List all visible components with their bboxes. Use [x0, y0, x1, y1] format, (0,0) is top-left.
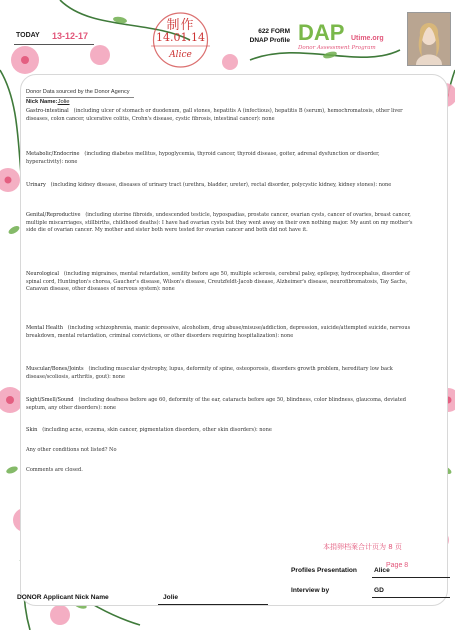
- interview-by-label: Interview by: [291, 587, 330, 594]
- form-title-line2: DNAP Profile: [249, 37, 290, 44]
- section-metabolic: [26, 151, 418, 166]
- nick-name-row: [26, 99, 70, 105]
- section-heading: Metabolic/Endocrine: [26, 151, 80, 157]
- page-number: Page 8: [386, 562, 409, 569]
- section-comments: [26, 467, 418, 475]
- nick-name-value: Jolie: [57, 99, 70, 105]
- section-skin: [26, 427, 418, 435]
- section-text: (including deafness before age 60, deformity of the ear, cataracts before age 50, blindness, color blindness, glaucoma, deviated septum, any other disorders): none: [26, 397, 407, 411]
- profiles-presentation-underline: [372, 577, 450, 578]
- interview-by-underline: [372, 597, 450, 598]
- section-heading: Urinary: [26, 182, 46, 188]
- form-title: [230, 27, 290, 45]
- section-text: (including muscular dystrophy, lupus, deformity of spine, osteoporosis, disorders growth problem, hereditary low back disease/scoliosis, arthritis, gout): none: [26, 366, 393, 380]
- section-heading: Skin: [26, 427, 38, 433]
- donor-nick-name-label: DONOR Applicant Nick Name: [17, 594, 109, 601]
- profiles-presentation-value: Alice: [374, 567, 390, 574]
- section-text: (including uterine fibroids, undescended testicle, hypospadias, prostate cancer, ovarian cysts, cancer of ovaries, breast cancer, multiple miscarriages, stillbirths, childhood deaths): I have had ovarian cysts but they went away on their own nothing major. My aunt on my mother's side die of ovarian cancer. My mother and sister both were tested for ovarian cancer and both did not have it.: [26, 212, 413, 234]
- dap-logo: [296, 20, 406, 56]
- section-text: Comments are closed.: [26, 467, 83, 473]
- dap-logo-site: Utime.org: [351, 35, 384, 42]
- total-pages-note: 本捐卵档案合计页为 8 页: [323, 543, 402, 551]
- section-sight-smell-sound: [26, 397, 418, 412]
- stamp-name: Alice: [169, 50, 192, 60]
- section-heading: Sight/Smell/Sound: [26, 397, 74, 403]
- section-gastro: [26, 108, 418, 123]
- interview-by-value: GD: [374, 587, 384, 594]
- portrait-icon: [408, 13, 450, 65]
- section-muscular: [26, 366, 418, 381]
- dap-logo-subtitle: Donor Assessment Program: [298, 45, 376, 51]
- section-urinary: [26, 182, 418, 190]
- section-text: (including schizophrenia, manic depressive, alcoholism, drug abuse/misuse/addiction, depression, suicide/attempted suicide, nervous breakdown, mental retardation, criminal convictions, or other disorders requiring hospitalization): none: [26, 325, 411, 339]
- today-label: TODAY: [16, 32, 40, 39]
- today-date: 13-12-17: [52, 31, 89, 41]
- profiles-presentation-label: Profiles Presentation: [291, 567, 357, 574]
- section-genital: [26, 212, 418, 235]
- stamp-title: 制作: [166, 18, 195, 33]
- approval-stamp: [143, 10, 218, 70]
- section-text: (including ulcer of stomach or duodenum, gall stones, hepatitis A (infectious), hepatitis B (serum), hemochromatosis, other liver diseases, colon cancer, ulcerative colitis, Crohn's disease, cystic fibrosis, intestinal cancer): none: [26, 108, 403, 122]
- section-text: (including migraines, mental retardation, senility before age 50, multiple sclerosis, cerebral palsy, epilepsy, hydrocephalus, disorder of spinal cord, Huntington's chorea, Gaucher's disease, Wilson's disease, Creutzfeldt-Jacob disease, Alzheimer's disease, neurofibromatosis, Tay Sachs, Canavan disease, other diseases of nervous system): none: [26, 271, 410, 293]
- section-neurological: [26, 271, 418, 294]
- section-heading: Neurological: [26, 271, 60, 277]
- nick-name-label: Nick Name:: [26, 99, 58, 105]
- section-heading: Muscular/Bones/Joints: [26, 366, 84, 372]
- section-text: (including acne, eczema, skin cancer, pigmentation disorders, other skin disorders): none: [42, 427, 272, 433]
- section-text: (including diabetes mellitus, hypoglycemia, thyroid cancer, thyroid disease, goiter, adrenal dysfunction or disorder, hyperactivity): none: [26, 151, 380, 165]
- agency-underline: [26, 97, 134, 98]
- section-mental-health: [26, 325, 418, 340]
- section-text: Any other conditions not listed? No: [26, 447, 117, 453]
- stamp-date: 14.01.14: [156, 31, 205, 44]
- section-other-conditions: [26, 447, 418, 455]
- agency-source-text: Donor Data sourced by the Donor Agency: [26, 89, 130, 95]
- donor-nick-name-value: Jolie: [163, 594, 179, 601]
- section-text: (including kidney disease, diseases of urinary tract (urethra, bladder, ureter), rectal disorder, polycystic kidney, kidney stones): none: [50, 182, 392, 188]
- section-heading: Mental Health: [26, 325, 63, 331]
- section-heading: Gastro-intestinal: [26, 108, 69, 114]
- section-heading: Genital/Reproductive: [26, 212, 81, 218]
- form-title-line1: 622 FORM: [258, 28, 290, 35]
- dap-logo-text: DAP: [298, 20, 345, 45]
- donor-nick-name-underline: [158, 604, 268, 605]
- today-underline: [14, 44, 94, 45]
- donor-photo: [407, 12, 451, 66]
